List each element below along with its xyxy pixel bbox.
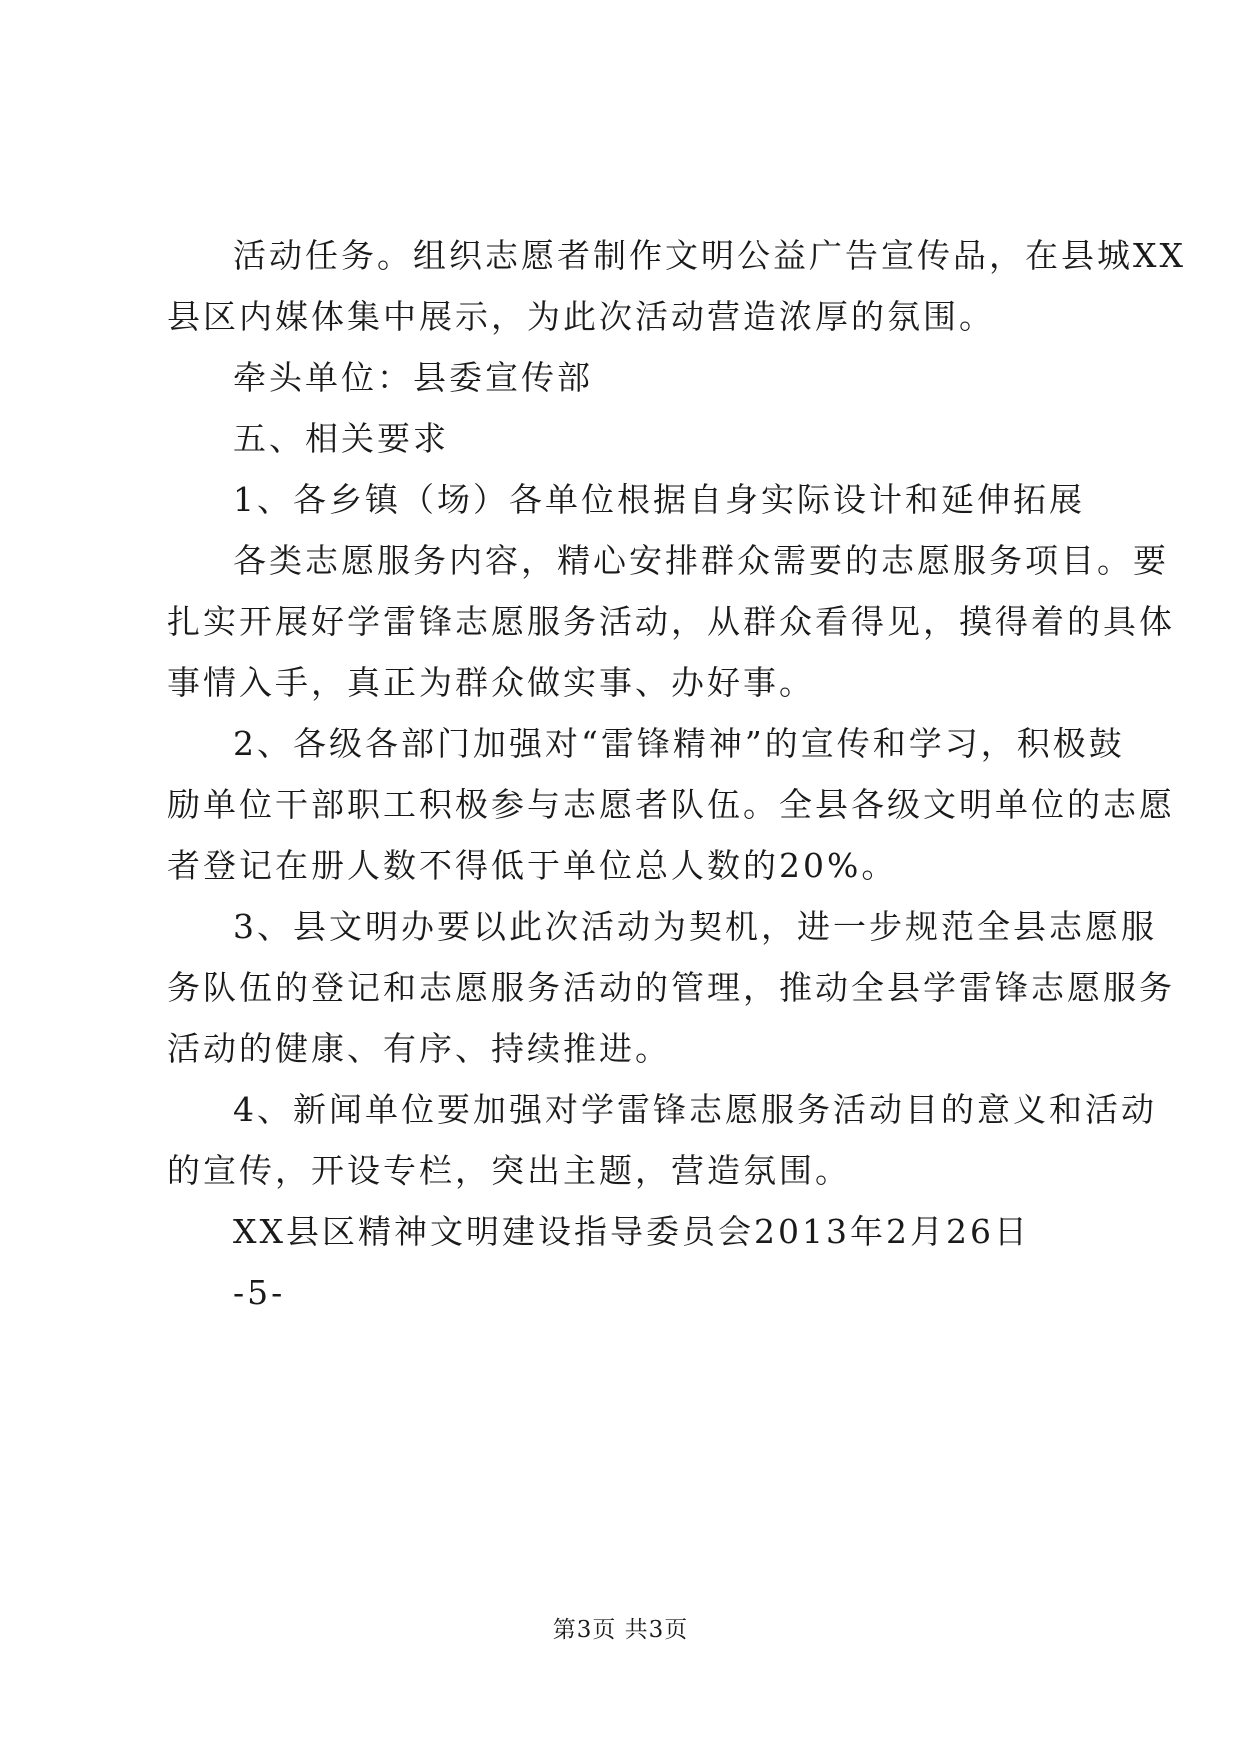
requirement-item-1-intro: 1、各乡镇（场）各单位根据自身实际设计和延伸拓展 xyxy=(233,480,1085,519)
requirement-item-4: 4、新闻单位要加强对学雷锋志愿服务活动目的意义和活动 xyxy=(233,1090,1157,1129)
paragraph-line: 事情入手，真正为群众做实事、办好事。 xyxy=(167,663,815,702)
signature-date-line: XX县区精神文明建设指导委员会2013年2月26日 xyxy=(233,1212,1030,1251)
inline-page-number: -5- xyxy=(233,1273,286,1312)
requirement-item-3: 3、县文明办要以此次活动为契机，进一步规范全县志愿服 xyxy=(233,907,1157,946)
paragraph-line: 县区内媒体集中展示，为此次活动营造浓厚的氛围。 xyxy=(167,297,995,336)
lead-unit-line: 牵头单位：县委宣传部 xyxy=(233,358,593,397)
document-body xyxy=(167,225,1186,1323)
paragraph-line: 各类志愿服务内容，精心安排群众需要的志愿服务项目。要 xyxy=(233,541,1169,580)
paragraph-line: 励单位干部职工积极参与志愿者队伍。全县各级文明单位的志愿 xyxy=(167,785,1175,824)
page-footer: 第3页 共3页 xyxy=(552,1617,689,1643)
paragraph-line: 活动的健康、有序、持续推进。 xyxy=(167,1029,671,1068)
paragraph-line: 者登记在册人数不得低于单位总人数的20%。 xyxy=(167,846,898,885)
section-heading: 五、相关要求 xyxy=(233,419,449,458)
paragraph-line: 活动任务。组织志愿者制作文明公益广告宣传品，在县城XX xyxy=(233,236,1186,275)
paragraph-line: 务队伍的登记和志愿服务活动的管理，推动全县学雷锋志愿服务 xyxy=(167,968,1175,1007)
requirement-item-2: 2、各级各部门加强对“雷锋精神”的宣传和学习，积极鼓 xyxy=(233,724,1125,763)
paragraph-line: 的宣传，开设专栏，突出主题，营造氛围。 xyxy=(167,1151,851,1190)
paragraph-line: 扎实开展好学雷锋志愿服务活动，从群众看得见，摸得着的具体 xyxy=(167,602,1175,641)
